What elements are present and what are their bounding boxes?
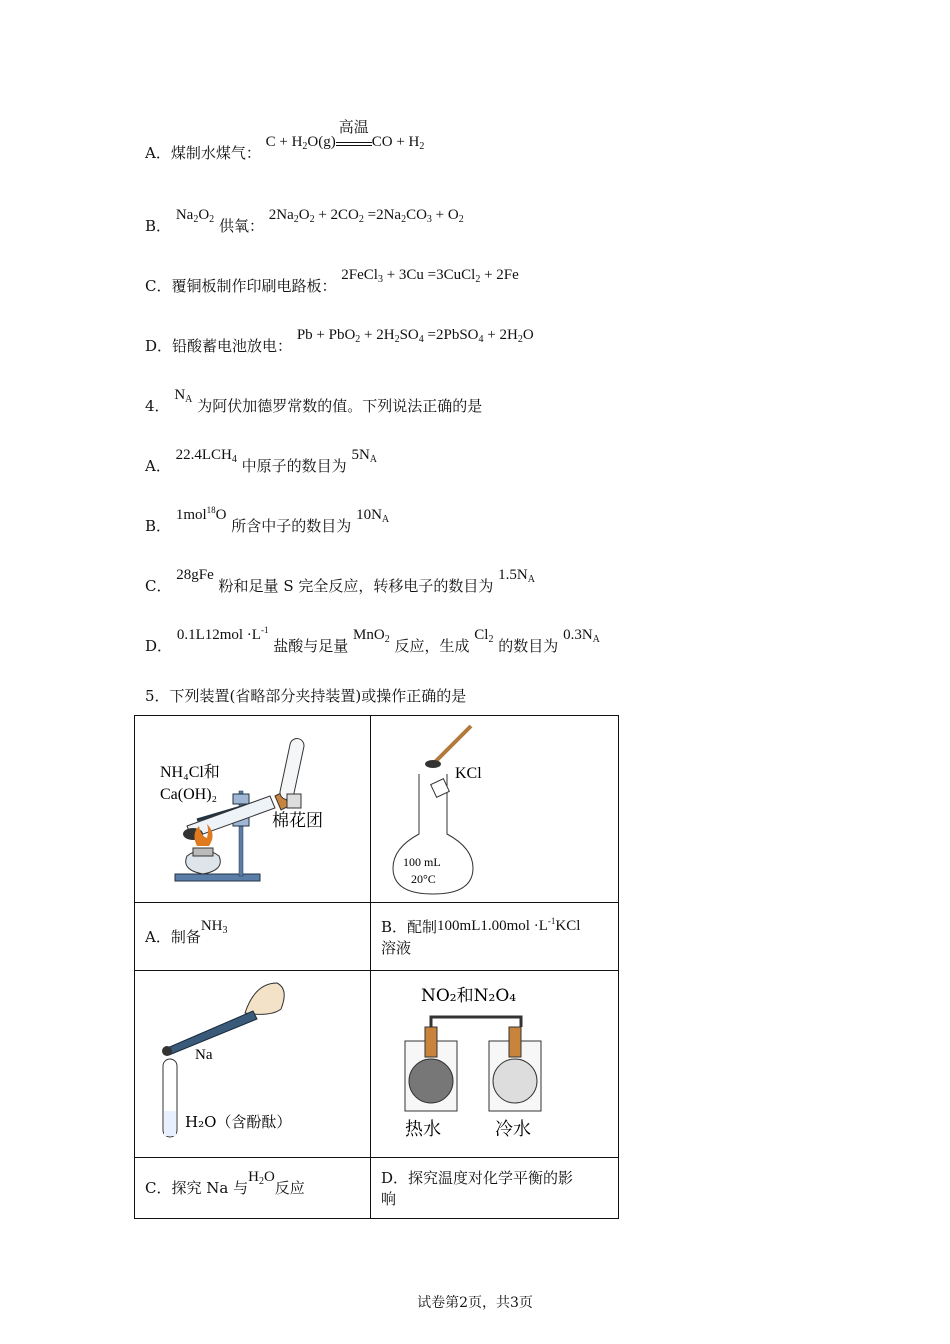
q4-number: 4． bbox=[145, 397, 170, 415]
q4-c-text: 粉和足量 S 完全反应，转移电子的数目为 bbox=[218, 577, 494, 595]
q3-a-label: A．煤制水煤气： bbox=[145, 144, 261, 162]
q3-d-label: D．铅酸蓄电池放电： bbox=[145, 337, 293, 355]
caption-c-1: C．探究 Na 与 bbox=[145, 1179, 249, 1197]
fig-d-hot: 热水 bbox=[405, 1119, 441, 1140]
caption-a-formula: $NH_3$ bbox=[200, 917, 228, 936]
q3-option-b bbox=[145, 207, 464, 237]
fig-a-label: 棉花团 bbox=[272, 811, 323, 831]
q3-b-reagent: $Na_2O_2$ bbox=[175, 207, 215, 225]
q4-d-cl2: $Cl_2$ bbox=[474, 627, 494, 645]
q4-c-formula: 28gFe bbox=[176, 567, 214, 583]
cap-b-cell bbox=[371, 903, 619, 971]
q3-c-formula: 2FeCl$_3$ + 3Cu =3CuCl$_2$ + 2Fe bbox=[341, 267, 519, 285]
q3-a-formula: $C + H_2O(g)$ 高温 CO + $H_2$ bbox=[266, 134, 425, 150]
caption-b-formula: $100mL1.00mol \cdot L^{-1}KCl$ bbox=[437, 915, 581, 934]
caption-b-1: B．配制 bbox=[381, 917, 438, 936]
fig-b-reagent: KCl bbox=[455, 765, 482, 782]
q4-c-label: C． bbox=[145, 577, 172, 595]
fig-a-reagent2: Ca(OH)₂ bbox=[160, 786, 218, 803]
q3-d-formula: $Pb + PbO_2 + 2H_2SO_4$ =2PbSO$_4$ + $2H_2O$ bbox=[296, 327, 534, 345]
q4-a-text: 中原子的数目为 bbox=[241, 457, 347, 475]
caption-a: A．制备 bbox=[145, 927, 201, 946]
fig-d-cell bbox=[371, 971, 619, 1158]
fig-a-apparatus bbox=[135, 716, 370, 902]
q3-b-suffix: 供氧： bbox=[218, 217, 264, 235]
q3-option-a bbox=[145, 120, 425, 164]
fig-b-cell bbox=[371, 716, 619, 903]
fig-a-reagent1: NH₄Cl和 bbox=[160, 764, 220, 781]
fig-c-cell bbox=[135, 971, 371, 1158]
q4-option-a bbox=[145, 447, 378, 477]
na-symbol: $N_A$ bbox=[174, 387, 193, 405]
caption-d-1: D．探究温度对化学平衡的影 bbox=[381, 1169, 574, 1187]
caption-b-line1 bbox=[371, 916, 618, 937]
caption-c-formula: $H_2O$ bbox=[248, 1169, 275, 1187]
q3-b-label: B． bbox=[145, 217, 172, 235]
q4-a-value: $5N_A$ bbox=[351, 447, 378, 465]
caption-c-2: 反应 bbox=[274, 1179, 305, 1197]
fig-a-cell bbox=[135, 716, 371, 903]
q4-b-label: B． bbox=[145, 517, 172, 535]
fig-b-volume: 100 mL bbox=[403, 855, 441, 869]
q4-b-formula: 1mol$^{18}$O bbox=[175, 505, 227, 523]
q4-stem bbox=[145, 387, 483, 417]
q4-option-d bbox=[145, 625, 600, 657]
caption-d-2: 响 bbox=[381, 1190, 397, 1208]
q4-stem-text: 为阿伏加德罗常数的值。下列说法正确的是 bbox=[197, 397, 483, 415]
q4-a-formula: $22.4LCH_4$ bbox=[175, 447, 237, 465]
q3-c-label: C．覆铜板制作印刷电路板： bbox=[145, 277, 337, 295]
q3-option-d bbox=[145, 327, 534, 357]
q5-table bbox=[134, 715, 619, 1219]
fig-c-metal: Na bbox=[195, 1047, 213, 1063]
q4-b-value: $10N_A$ bbox=[356, 507, 390, 525]
q4-option-b bbox=[145, 505, 390, 537]
q4-d-text1: 盐酸与足量 bbox=[273, 637, 349, 655]
q4-d-label: D． bbox=[145, 637, 173, 655]
q4-c-value: $1.5N_A$ bbox=[498, 567, 535, 585]
q3-a-condition: 高温 bbox=[338, 120, 369, 136]
cap-a-cell bbox=[135, 903, 371, 971]
cap-d-cell bbox=[371, 1158, 619, 1219]
fig-c-tweezers bbox=[135, 971, 370, 1157]
fig-d-cold: 冷水 bbox=[495, 1119, 531, 1140]
fig-c-liquid: H₂O（含酚酞） bbox=[185, 1113, 292, 1131]
q5-stem: 5．下列装置(省略部分夹持装置)或操作正确的是 bbox=[145, 687, 467, 705]
q4-d-text2: 反应，生成 bbox=[394, 637, 470, 655]
q4-d-mno2: MnO$_2$ bbox=[353, 627, 390, 645]
page-footer: 试卷第2页，共3页 bbox=[417, 1295, 533, 1311]
fig-b-flask bbox=[371, 716, 618, 902]
q4-b-text: 所含中子的数目为 bbox=[231, 517, 352, 535]
q4-d-formula: $0.1L12mol \cdot L^{-1}$ bbox=[176, 625, 269, 643]
q3-option-c bbox=[145, 267, 519, 297]
fig-d-gas: NO₂和N₂O₄ bbox=[421, 986, 517, 1006]
q4-d-value: $0.3N_A$ bbox=[563, 627, 600, 645]
q3-b-formula: $2Na_2O_2 + 2CO_2 =2Na_2CO_3 + O_2$ bbox=[268, 207, 464, 225]
fig-b-temperature: 20°C bbox=[411, 872, 436, 886]
q4-option-c bbox=[145, 567, 535, 597]
cap-c-cell bbox=[135, 1158, 371, 1219]
fig-d-beakers bbox=[371, 971, 618, 1157]
q4-d-text3: 的数目为 bbox=[498, 637, 559, 655]
caption-b-2: 溶液 bbox=[381, 938, 412, 957]
q4-a-label: A． bbox=[145, 457, 171, 475]
